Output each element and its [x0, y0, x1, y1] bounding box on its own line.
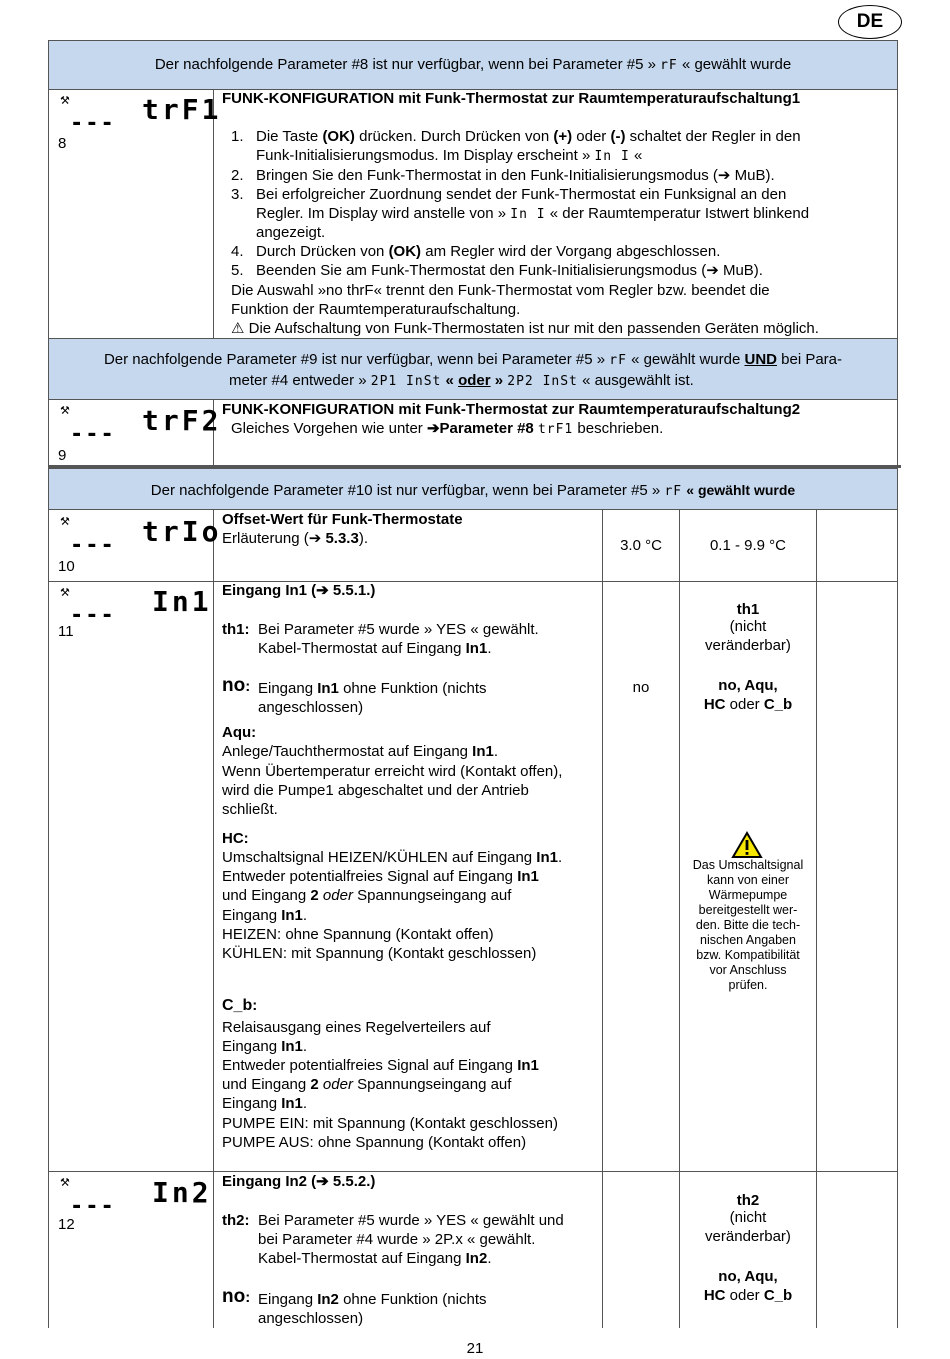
- option-text: und Eingang 2 oder Spannungseingang auf: [222, 887, 512, 904]
- option-label-no: no:: [222, 1286, 251, 1307]
- range-note: veränderbar): [705, 1228, 791, 1245]
- step-number: 2.: [231, 167, 244, 184]
- param-number: 11: [58, 623, 74, 640]
- step-text: Beenden Sie am Funk-Thermostat den Funk-Initialisierungsmodus (➔ MuB).: [256, 262, 763, 279]
- option-text: schließt.: [222, 801, 278, 818]
- step-text: Bei erfolgreicher Zuordnung sendet der Funk-Thermostat ein Funksignal an den: [256, 186, 787, 203]
- range-note: (nicht: [729, 1209, 767, 1226]
- page-number: 21: [466, 1340, 484, 1357]
- band-param9-condition: Der nachfolgende Parameter #9 ist nur verfügbar, wenn bei Parameter #5 » rF « gewählt wurde UND bei Para- meter #4 entweder » 2P1 InSt « oder » 2P2 InSt « ausgewählt ist.: [48, 338, 898, 400]
- range-th2: th2: [736, 1192, 760, 1209]
- option-text: Kabel-Thermostat auf Eingang In2.: [258, 1250, 492, 1267]
- option-text: Eingang In1.: [222, 1095, 308, 1112]
- row-divider: [48, 581, 898, 582]
- option-text: angeschlossen): [258, 1310, 364, 1327]
- option-text: und Eingang 2 oder Spannungseingang auf: [222, 1076, 512, 1093]
- lcd-dashes: ---: [70, 533, 116, 558]
- range-note: (nicht: [729, 618, 767, 635]
- wrench-icon: ⚒: [60, 405, 70, 417]
- option-text: Umschaltsignal HEIZEN/KÜHLEN auf Eingang In1.: [222, 849, 563, 866]
- param-desc: Erläuterung (➔ 5.3.3).: [222, 530, 368, 547]
- col-divider: [602, 510, 603, 1328]
- wrench-icon: ⚒: [60, 516, 70, 528]
- option-text: Eingang In1.: [222, 907, 308, 924]
- param-title: FUNK-KONFIGURATION mit Funk-Thermostat zur Raumtemperaturaufschaltung2: [222, 401, 801, 418]
- range-options: no, Aqu,: [718, 677, 778, 694]
- range-value: 0.1 - 9.9 °C: [709, 537, 787, 554]
- warning-triangle-icon: [731, 831, 763, 859]
- option-text: wird die Pumpe1 abgeschaltet und der Antrieb: [222, 782, 529, 799]
- step-text: Bringen Sie den Funk-Thermostat in den Funk-Initialisierungsmodus (➔ MuB).: [256, 167, 775, 184]
- option-text: PUMPE AUS: ohne Spannung (Kontakt offen): [222, 1134, 527, 1151]
- language-badge: DE: [838, 5, 902, 39]
- default-value: no: [632, 679, 650, 696]
- option-label-no: no:: [222, 675, 251, 696]
- table-border-left: [48, 40, 49, 1328]
- wrench-icon: ⚒: [60, 95, 70, 107]
- band-param10-condition: Der nachfolgende Parameter #10 ist nur verfügbar, wenn bei Parameter #5 » rF « gewählt wurde: [48, 468, 898, 510]
- warning-line: ⚠ Die Aufschaltung von Funk-Thermostaten ist nur mit den passenden Geräten möglich.: [231, 320, 819, 337]
- step-number: 5.: [231, 262, 244, 279]
- option-text: HEIZEN: ohne Spannung (Kontakt offen): [222, 926, 494, 943]
- param-number: 10: [58, 558, 75, 575]
- warning-icon: ⚠: [231, 320, 245, 337]
- lcd-dashes: ---: [70, 603, 116, 628]
- col-divider: [213, 510, 214, 1328]
- note-text: Die Auswahl »no thrF« trennt den Funk-Thermostat vom Regler bzw. beendet die: [231, 282, 770, 299]
- option-text: bei Parameter #4 wurde » 2P.x « gewählt.: [258, 1231, 536, 1248]
- option-text: PUMPE EIN: mit Spannung (Kontakt geschlossen): [222, 1115, 558, 1132]
- lcd-display: trF2: [142, 404, 222, 437]
- option-text: Kabel-Thermostat auf Eingang In1.: [258, 640, 492, 657]
- step-text: Funk-Initialisierungsmodus. Im Display erscheint » In I «: [256, 147, 643, 164]
- option-text: angeschlossen): [258, 699, 364, 716]
- lcd-display: trIo: [142, 515, 222, 548]
- col-divider: [213, 90, 214, 338]
- param-title: Eingang In1 (➔ 5.5.1.): [222, 582, 376, 599]
- step-number: 1.: [231, 128, 244, 145]
- step-number: 4.: [231, 243, 244, 260]
- col-divider: [816, 510, 817, 1328]
- option-text: Bei Parameter #5 wurde » YES « gewählt und: [258, 1212, 564, 1229]
- step-text: angezeigt.: [256, 224, 326, 241]
- param-number: 12: [58, 1216, 75, 1233]
- param-desc: Gleiches Vorgehen wie unter ➔Parameter #8 trF1 beschrieben.: [231, 420, 664, 437]
- lcd-dashes: ---: [70, 422, 116, 447]
- band-param8-condition: Der nachfolgende Parameter #8 ist nur verfügbar, wenn bei Parameter #5 » rF « gewählt wurde: [48, 40, 898, 90]
- option-label-hc: HC:: [222, 830, 249, 847]
- step-number: 3.: [231, 186, 244, 203]
- param-title: Offset-Wert für Funk-Thermostate: [222, 511, 463, 528]
- option-label-th2: th2:: [222, 1212, 250, 1229]
- param-number: 9: [58, 447, 67, 464]
- option-text: Eingang In1.: [222, 1038, 308, 1055]
- option-label-th1: th1:: [222, 621, 250, 638]
- option-label-cb: C_b:: [222, 997, 258, 1014]
- option-text: Eingang In1 ohne Funktion (nichts: [258, 680, 487, 697]
- option-text: Eingang In2 ohne Funktion (nichts: [258, 1291, 487, 1308]
- option-text: KÜHLEN: mit Spannung (Kontakt geschlossen): [222, 945, 537, 962]
- wrench-icon: ⚒: [60, 1177, 70, 1189]
- lcd-dashes: ---: [70, 1194, 116, 1219]
- compatibility-note: Das Umschaltsignal kann von einer Wärmepumpe bereitgestellt wer- den. Bitte die tech- nischen Angaben bzw. Kompatibilität vor Anschluss prüfen.: [692, 858, 804, 992]
- step-text: Die Taste (OK) drücken. Durch Drücken von (+) oder (-) schaltet der Regler in den: [256, 128, 801, 145]
- row-divider: [48, 1171, 898, 1172]
- param-title: Eingang In2 (➔ 5.5.2.): [222, 1173, 376, 1190]
- param-title: FUNK-KONFIGURATION mit Funk-Thermostat zur Raumtemperaturaufschaltung1: [222, 90, 801, 107]
- param-number: 8: [58, 135, 67, 152]
- step-text: Regler. Im Display wird anstelle von » In I « der Raumtemperatur Istwert blinkend: [256, 205, 810, 222]
- range-options: HC oder C_b: [703, 696, 793, 713]
- table-border-right: [897, 40, 898, 1328]
- option-text: Wenn Übertemperatur erreicht wird (Kontakt offen),: [222, 763, 563, 780]
- range-options: no, Aqu,: [718, 1268, 778, 1285]
- range-th1: th1: [736, 601, 760, 618]
- default-value: 3.0 °C: [620, 537, 662, 554]
- range-options: HC oder C_b: [703, 1287, 793, 1304]
- option-text: Entweder potentialfreies Signal auf Eingang In1: [222, 1057, 539, 1074]
- lcd-display: In2: [152, 1176, 212, 1209]
- option-label-aqu: Aqu:: [222, 724, 257, 741]
- lcd-display: trF1: [142, 93, 222, 126]
- lcd-dashes: ---: [70, 111, 116, 136]
- step-text: Durch Drücken von (OK) am Regler wird der Vorgang abgeschlossen.: [256, 243, 721, 260]
- wrench-icon: ⚒: [60, 587, 70, 599]
- lcd-display: In1: [152, 585, 212, 618]
- range-note: veränderbar): [705, 637, 791, 654]
- option-text: Relaisausgang eines Regelverteilers auf: [222, 1019, 491, 1036]
- option-text: Anlege/Tauchthermostat auf Eingang In1.: [222, 743, 499, 760]
- note-text: Funktion der Raumtemperaturaufschaltung.: [231, 301, 521, 318]
- option-text: Bei Parameter #5 wurde » YES « gewählt.: [258, 621, 539, 638]
- option-text: Entweder potentialfreies Signal auf Eingang In1: [222, 868, 539, 885]
